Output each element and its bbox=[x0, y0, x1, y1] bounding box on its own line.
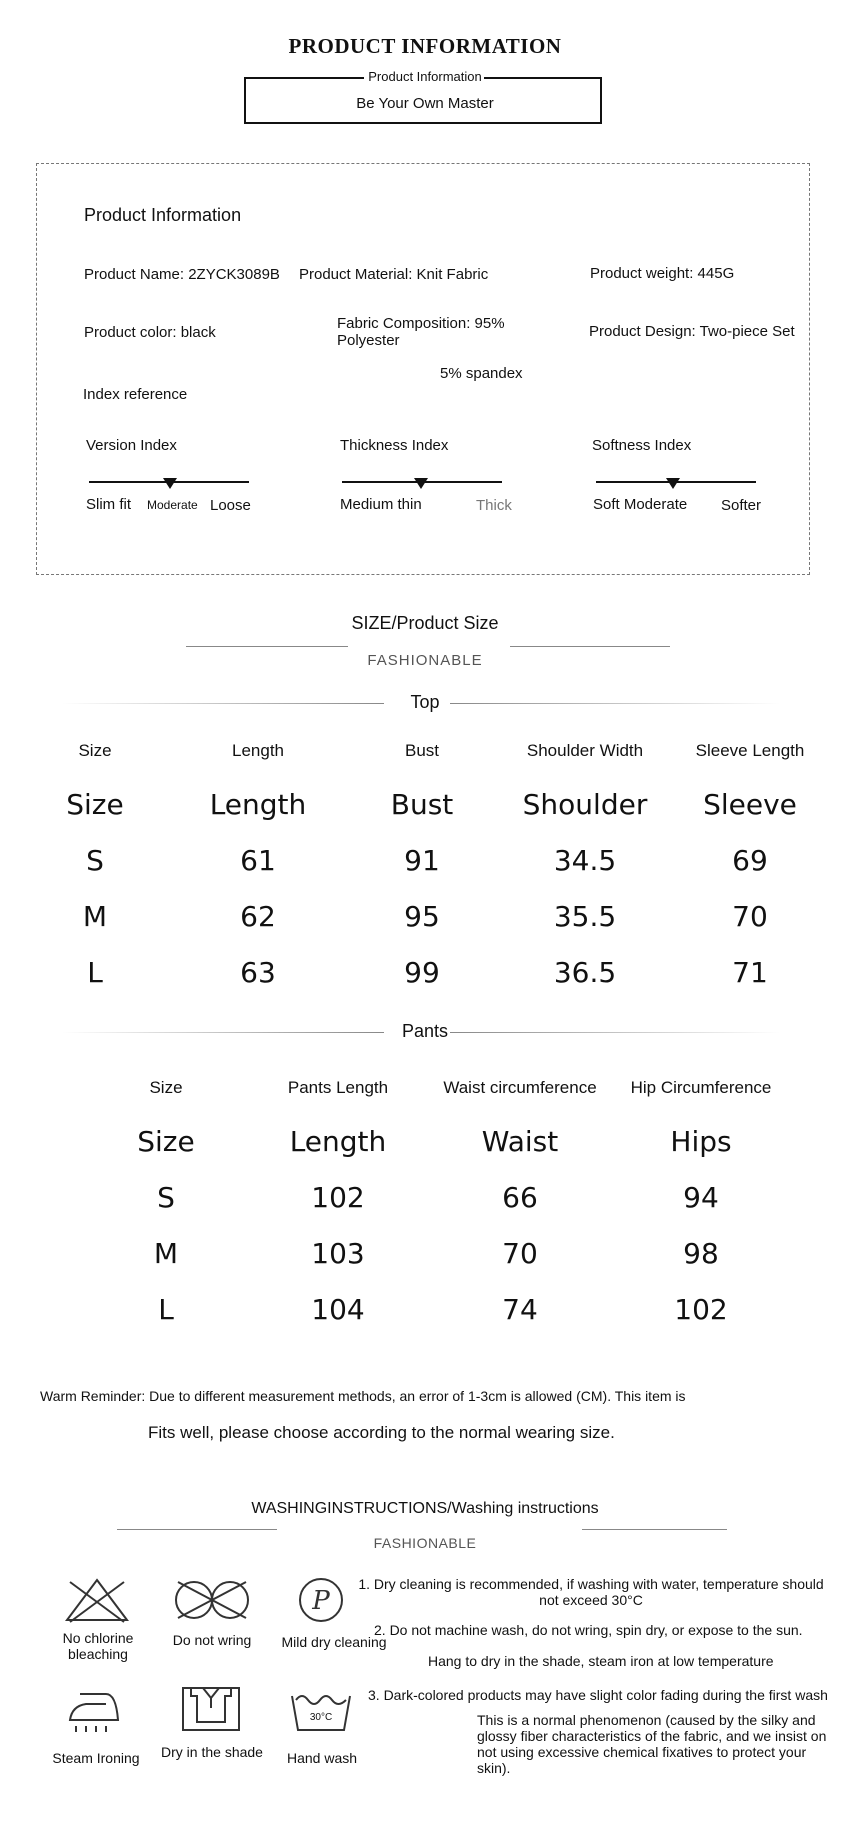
pants-short-header-0: Size bbox=[137, 1125, 195, 1158]
softness-right-label: Softer bbox=[721, 497, 762, 514]
no-chlorine-label: No chlorine bleaching bbox=[62, 1630, 134, 1662]
top-cell-r2-c0: L bbox=[87, 956, 103, 989]
top-header-1: Length bbox=[232, 741, 284, 760]
top-divider-left bbox=[62, 703, 384, 704]
brand-slogan: Be Your Own Master bbox=[356, 95, 494, 112]
pants-header-3: Hip Circumference bbox=[630, 1078, 772, 1097]
pants-cell-r0-c1: 102 bbox=[311, 1181, 365, 1214]
top-divider-right bbox=[450, 703, 780, 704]
version-index-marker bbox=[163, 478, 177, 489]
pants-cell-r1-c0: M bbox=[153, 1237, 179, 1270]
version-left-label: Slim fit bbox=[86, 496, 131, 513]
pants-cell-r2-c3: 102 bbox=[674, 1293, 728, 1326]
thickness-left-label: Medium thin bbox=[340, 496, 422, 513]
page-title: PRODUCT INFORMATION bbox=[288, 34, 562, 58]
index-reference: Index reference bbox=[83, 386, 188, 403]
pants-cell-r2-c2: 74 bbox=[502, 1293, 538, 1326]
pants-header-2: Waist circumference bbox=[443, 1078, 597, 1097]
svg-text:P: P bbox=[312, 1586, 330, 1616]
washing-subtitle: FASHIONABLE bbox=[373, 1535, 477, 1551]
pants-cell-r1-c1: 103 bbox=[311, 1237, 365, 1270]
thickness-right-label: Thick bbox=[476, 497, 512, 514]
top-cell-r0-c4: 69 bbox=[732, 844, 768, 877]
pants-cell-r0-c3: 94 bbox=[683, 1181, 719, 1214]
mild-dry-clean-icon bbox=[297, 1576, 345, 1624]
info-panel-title: Product Information bbox=[84, 205, 242, 225]
pants-short-header-2: Waist bbox=[481, 1125, 559, 1158]
dry-in-shade-label: Dry in the shade bbox=[161, 1744, 263, 1760]
pants-table-title: Pants bbox=[401, 1021, 449, 1041]
pants-short-header-1: Length bbox=[289, 1125, 387, 1158]
top-short-header-3: Shoulder bbox=[522, 788, 648, 821]
top-cell-r2-c2: 99 bbox=[404, 956, 440, 989]
top-cell-r2-c4: 71 bbox=[732, 956, 768, 989]
fabric-composition: Fabric Composition: 95% Polyester bbox=[337, 315, 505, 349]
pants-cell-r2-c0: L bbox=[158, 1293, 174, 1326]
top-cell-r2-c1: 63 bbox=[240, 956, 276, 989]
top-cell-r1-c2: 95 bbox=[404, 900, 440, 933]
pants-cell-r0-c2: 66 bbox=[502, 1181, 538, 1214]
version-mid-label: Moderate bbox=[147, 498, 198, 512]
top-cell-r1-c1: 62 bbox=[240, 900, 276, 933]
do-not-wring-icon bbox=[172, 1578, 252, 1622]
top-short-header-0: Size bbox=[66, 788, 124, 821]
pants-short-header-3: Hips bbox=[670, 1125, 732, 1158]
top-header-4: Sleeve Length bbox=[695, 741, 805, 760]
size-section-subtitle: FASHIONABLE bbox=[367, 652, 483, 669]
product-name: Product Name: 2ZYCK3089B bbox=[84, 266, 280, 283]
top-cell-r0-c3: 34.5 bbox=[553, 844, 617, 877]
top-cell-r0-c2: 91 bbox=[404, 844, 440, 877]
washing-title-line-right bbox=[582, 1529, 727, 1530]
softness-left-label: Soft Moderate bbox=[593, 496, 688, 513]
washing-instruction-3: 3. Dark-colored products may have slight color fading during the first wash bbox=[368, 1687, 828, 1703]
pants-cell-r2-c1: 104 bbox=[311, 1293, 365, 1326]
top-cell-r0-c0: S bbox=[86, 844, 104, 877]
washing-title: WASHINGINSTRUCTIONS/Washing instructions bbox=[251, 1500, 599, 1517]
hand-wash-icon bbox=[290, 1688, 352, 1732]
pants-divider-right bbox=[450, 1032, 780, 1033]
mild-dry-clean-label: Mild dry cleaning bbox=[281, 1634, 387, 1650]
product-design: Product Design: Two-piece Set bbox=[589, 323, 795, 340]
no-chlorine-icon bbox=[64, 1576, 130, 1624]
pants-cell-r0-c0: S bbox=[157, 1181, 175, 1214]
washing-instruction-2: 2. Do not machine wash, do not wring, spin dry, or expose to the sun. bbox=[374, 1622, 803, 1638]
washing-instruction-3b: This is a normal phenomenon (caused by the silky and glossy fiber characteristics of the fabric, and we insist on not using excessive chemical fixatives to protect your skin). bbox=[477, 1712, 827, 1776]
dry-in-shade-icon bbox=[181, 1686, 241, 1732]
fabric-composition-extra: 5% spandex bbox=[440, 365, 523, 382]
top-cell-r2-c3: 36.5 bbox=[553, 956, 617, 989]
version-right-label: Loose bbox=[210, 497, 251, 514]
top-cell-r0-c1: 61 bbox=[240, 844, 276, 877]
top-cell-r1-c4: 70 bbox=[732, 900, 768, 933]
thickness-index-title: Thickness Index bbox=[340, 437, 449, 454]
steam-iron-icon bbox=[66, 1686, 122, 1734]
washing-instruction-1: 1. Dry cleaning is recommended, if washing with water, temperature should not exceed 30°C bbox=[358, 1576, 824, 1608]
top-header-2: Bust bbox=[404, 741, 440, 760]
top-short-header-4: Sleeve bbox=[703, 788, 797, 821]
softness-index-title: Softness Index bbox=[592, 437, 692, 454]
top-short-header-2: Bust bbox=[390, 788, 454, 821]
product-color: Product color: black bbox=[84, 324, 216, 341]
pants-header-0: Size bbox=[149, 1078, 183, 1097]
pants-header-1: Pants Length bbox=[287, 1078, 389, 1097]
brand-caption: Product Information bbox=[368, 69, 482, 84]
top-short-header-1: Length bbox=[209, 788, 307, 821]
top-cell-r1-c3: 35.5 bbox=[553, 900, 617, 933]
top-header-0: Size bbox=[78, 741, 112, 760]
top-table-title: Top bbox=[410, 692, 440, 712]
softness-index-marker bbox=[666, 478, 680, 489]
size-section-title: SIZE/Product Size bbox=[351, 613, 499, 633]
washing-instruction-2b: Hang to dry in the shade, steam iron at low temperature bbox=[428, 1653, 774, 1669]
top-cell-r1-c0: M bbox=[82, 900, 108, 933]
washing-title-line-left bbox=[117, 1529, 277, 1530]
pants-divider-left bbox=[62, 1032, 384, 1033]
reminder-line-1: Warm Reminder: Due to different measurement methods, an error of 1-3cm is allowed (CM). This item is bbox=[40, 1388, 686, 1404]
steam-iron-label: Steam Ironing bbox=[52, 1750, 140, 1766]
product-weight: Product weight: 445G bbox=[590, 265, 735, 282]
version-index-title: Version Index bbox=[86, 437, 177, 454]
top-header-3: Shoulder Width bbox=[526, 741, 644, 760]
hand-wash-label: Hand wash bbox=[286, 1750, 358, 1766]
pants-cell-r1-c2: 70 bbox=[502, 1237, 538, 1270]
product-material: Product Material: Knit Fabric bbox=[299, 266, 489, 283]
pants-cell-r1-c3: 98 bbox=[683, 1237, 719, 1270]
hand-wash-temp: 30°C bbox=[309, 1712, 333, 1723]
thickness-index-marker bbox=[414, 478, 428, 489]
do-not-wring-label: Do not wring bbox=[172, 1632, 252, 1648]
size-title-line-right bbox=[510, 646, 670, 647]
reminder-line-2: Fits well, please choose according to the normal wearing size. bbox=[148, 1423, 615, 1442]
size-title-line-left bbox=[186, 646, 348, 647]
